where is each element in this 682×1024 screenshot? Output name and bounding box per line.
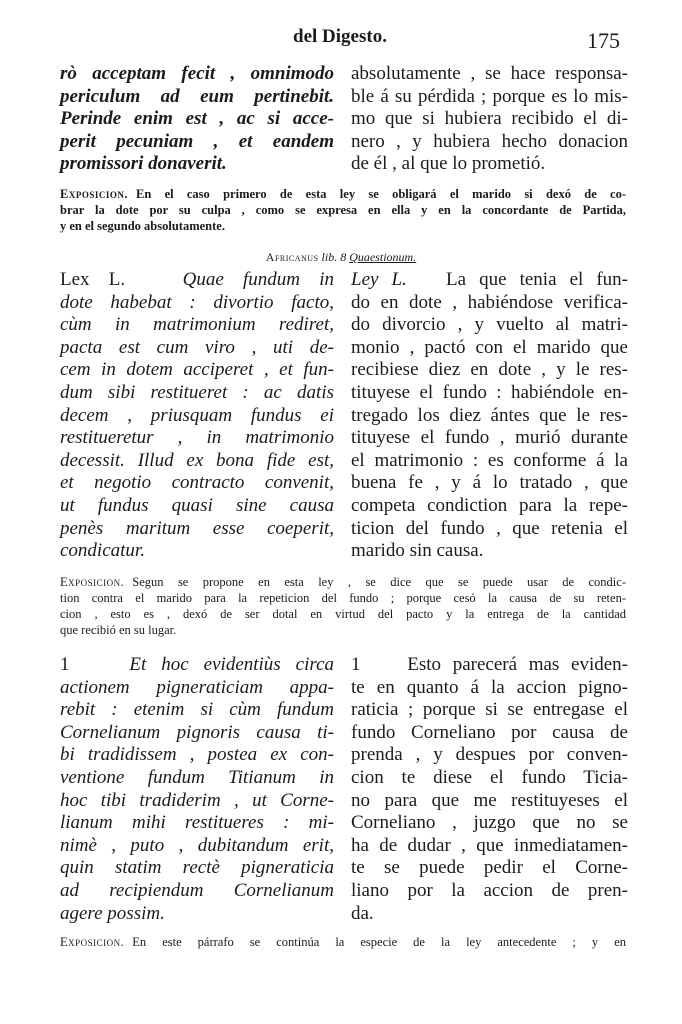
latin-line: decessit. Illud ex bona fide est, <box>60 449 334 471</box>
spanish-column-lex-l <box>351 269 628 563</box>
spanish-line: tituyese el fundo : habiéndole en- <box>351 381 628 403</box>
exposicion-1 <box>60 186 626 234</box>
latin-line: pacta est cum viro , uti de- <box>60 336 334 358</box>
exposicion-text: que recibió en su lugar. <box>60 623 177 637</box>
exposicion-text: brar la dote por su culpa , como se expresa en ella y en la concordante de Partida, <box>60 203 626 217</box>
spanish-line: liano por la accion de pren- <box>351 879 628 901</box>
latin-column-top <box>60 63 334 176</box>
spanish-line: no para que me restituyeses el <box>351 789 628 811</box>
spanish-line: recibiese diez en dote , y le res- <box>351 359 628 381</box>
spanish-line: do en dote , habiéndose verifica- <box>351 291 628 313</box>
latin-line: dum sibi restitueret : ac datis <box>60 381 334 403</box>
spanish-line: raticia ; porque si se entregase el <box>351 699 628 721</box>
spanish-line: La que tenia el fun- <box>446 269 629 290</box>
latin-line: decem , priusquam fundus ei <box>60 404 334 426</box>
lex-label: Lex L. <box>60 269 126 290</box>
latin-line: lianum mihi restitueres : mi- <box>60 812 334 834</box>
spanish-line: Corneliano , juzgo que no se <box>351 812 628 834</box>
latin-line: Cornelianum pignoris causa ti- <box>60 721 334 743</box>
spanish-line: fundo Corneliano por causa de <box>351 721 628 743</box>
spanish-line: monio , pactó con el marido que <box>351 336 628 358</box>
exposicion-2 <box>60 574 626 638</box>
spanish-line: do divorcio , y vuelto al matri- <box>351 314 628 336</box>
latin-line: Et hoc evidentiùs circa <box>129 654 335 675</box>
spanish-line: mo que si hubiera recibido el di- <box>351 108 628 130</box>
latin-line: cem in dotem acciperet , et fun- <box>60 359 334 381</box>
spanish-line: cion te diese el fundo Ticia- <box>351 766 628 788</box>
latin-line: ad recipiendum Cornelianum <box>60 879 334 901</box>
attribution <box>0 250 682 265</box>
exposicion-text: tion contra el marido para la repeticion del fundo ; porque cesó la causa de su reten- <box>60 591 626 605</box>
latin-line: condicatur. <box>60 540 145 562</box>
latin-line: dote habebat : divortio facto, <box>60 291 334 313</box>
latin-line: rebit : etenim si cùm fundum <box>60 699 334 721</box>
spanish-line: tregado los diez ántes que le res- <box>351 404 628 426</box>
spanish-line: ble á su pérdida ; porque es lo mis- <box>351 85 628 107</box>
ley-label: Ley L. <box>351 269 407 290</box>
exposicion-3 <box>60 934 626 950</box>
latin-line: quin statim rectè pigneraticia <box>60 857 334 879</box>
spanish-line: nero , y hubiera hecho donacion <box>351 130 628 152</box>
spanish-line: te se puede pedir el Corne- <box>351 857 628 879</box>
exposicion-text: En este párrafo se continúa la especie de la ley antecedente ; y en <box>132 935 626 949</box>
attribution-author: Africanus <box>265 250 319 264</box>
latin-line: periculum ad eum pertinebit. <box>60 85 334 107</box>
spanish-line: el matrimonio : es conforme á la <box>351 449 628 471</box>
spanish-line: tituyese el fundo , murió durante <box>351 427 628 449</box>
latin-line: nimè , puto , dubitandum erit, <box>60 834 334 856</box>
latin-line: Quae fundum in <box>182 269 334 290</box>
latin-line: perit pecuniam , et eandem <box>60 130 334 152</box>
spanish-line: competa condiction para la repe- <box>351 494 628 516</box>
exposicion-text: y en el segundo absolutamente. <box>60 219 225 233</box>
spanish-line: de él , al que lo prometió. <box>351 153 546 175</box>
exposicion-text: Segun se propone en esta ley , se dice que se puede usar de condic- <box>132 575 626 589</box>
latin-line: ut fundus quasi sine causa <box>60 494 334 516</box>
attribution-lib: lib. 8 <box>321 250 347 264</box>
latin-column-paragraph-1 <box>60 654 334 925</box>
exposicion-text: cion , esto es , dexó de ser dotal en virtud del pacto y la entrega de la cantidad <box>60 607 626 621</box>
paragraph-number: 1 <box>351 654 361 675</box>
latin-line: hoc tibi tradiderim , ut Corne- <box>60 789 334 811</box>
spanish-line: marido sin causa. <box>351 540 484 562</box>
latin-line: ventione fundum Titianum in <box>60 766 334 788</box>
latin-line: Perinde enim est , ac si acce- <box>60 108 334 130</box>
latin-line: cùm in matrimonium rediret, <box>60 314 334 336</box>
running-head <box>60 26 620 52</box>
spanish-line: buena fe , y á lo tratado , que <box>351 472 628 494</box>
spanish-column-paragraph-1 <box>351 654 628 925</box>
spanish-line: te en quanto á la accion pigno- <box>351 676 628 698</box>
exposicion-text: En el caso primero de esta ley se obligará el marido si dexó de co- <box>135 187 626 201</box>
latin-line: penès maritum esse coeperit, <box>60 517 334 539</box>
latin-line: restitueretur , in matrimonio <box>60 427 334 449</box>
latin-line: actionem pigneraticiam appa- <box>60 676 334 698</box>
exposicion-label: Exposicion. <box>60 935 125 949</box>
latin-line: agere possim. <box>60 902 165 924</box>
latin-column-lex-l <box>60 269 334 563</box>
latin-line: promissori donaverit. <box>60 153 227 175</box>
spanish-column-top <box>351 63 628 176</box>
spanish-line: Esto parecerá mas eviden- <box>407 654 628 675</box>
page-number: 175 <box>587 28 620 53</box>
attribution-work: Quaestionum. <box>349 250 417 264</box>
exposicion-label: Exposicion. <box>60 187 128 201</box>
latin-line: bi tradidissem , postea ex con- <box>60 744 334 766</box>
paragraph-number: 1 <box>60 654 70 675</box>
exposicion-label: Exposicion. <box>60 575 125 589</box>
running-title: del Digesto. <box>293 26 387 47</box>
spanish-line: absolutamente , se hace responsa- <box>351 63 628 84</box>
spanish-line: da. <box>351 902 374 924</box>
latin-line: et negotio contracto convenit, <box>60 472 334 494</box>
spanish-line: ticion del fundo , que retenia el <box>351 517 628 539</box>
spanish-line: ha de dudar , que inmediatamen- <box>351 834 628 856</box>
latin-line: rò acceptam fecit , omnimodo <box>60 63 334 84</box>
spanish-line: prenda , y despues por conven- <box>351 744 628 766</box>
